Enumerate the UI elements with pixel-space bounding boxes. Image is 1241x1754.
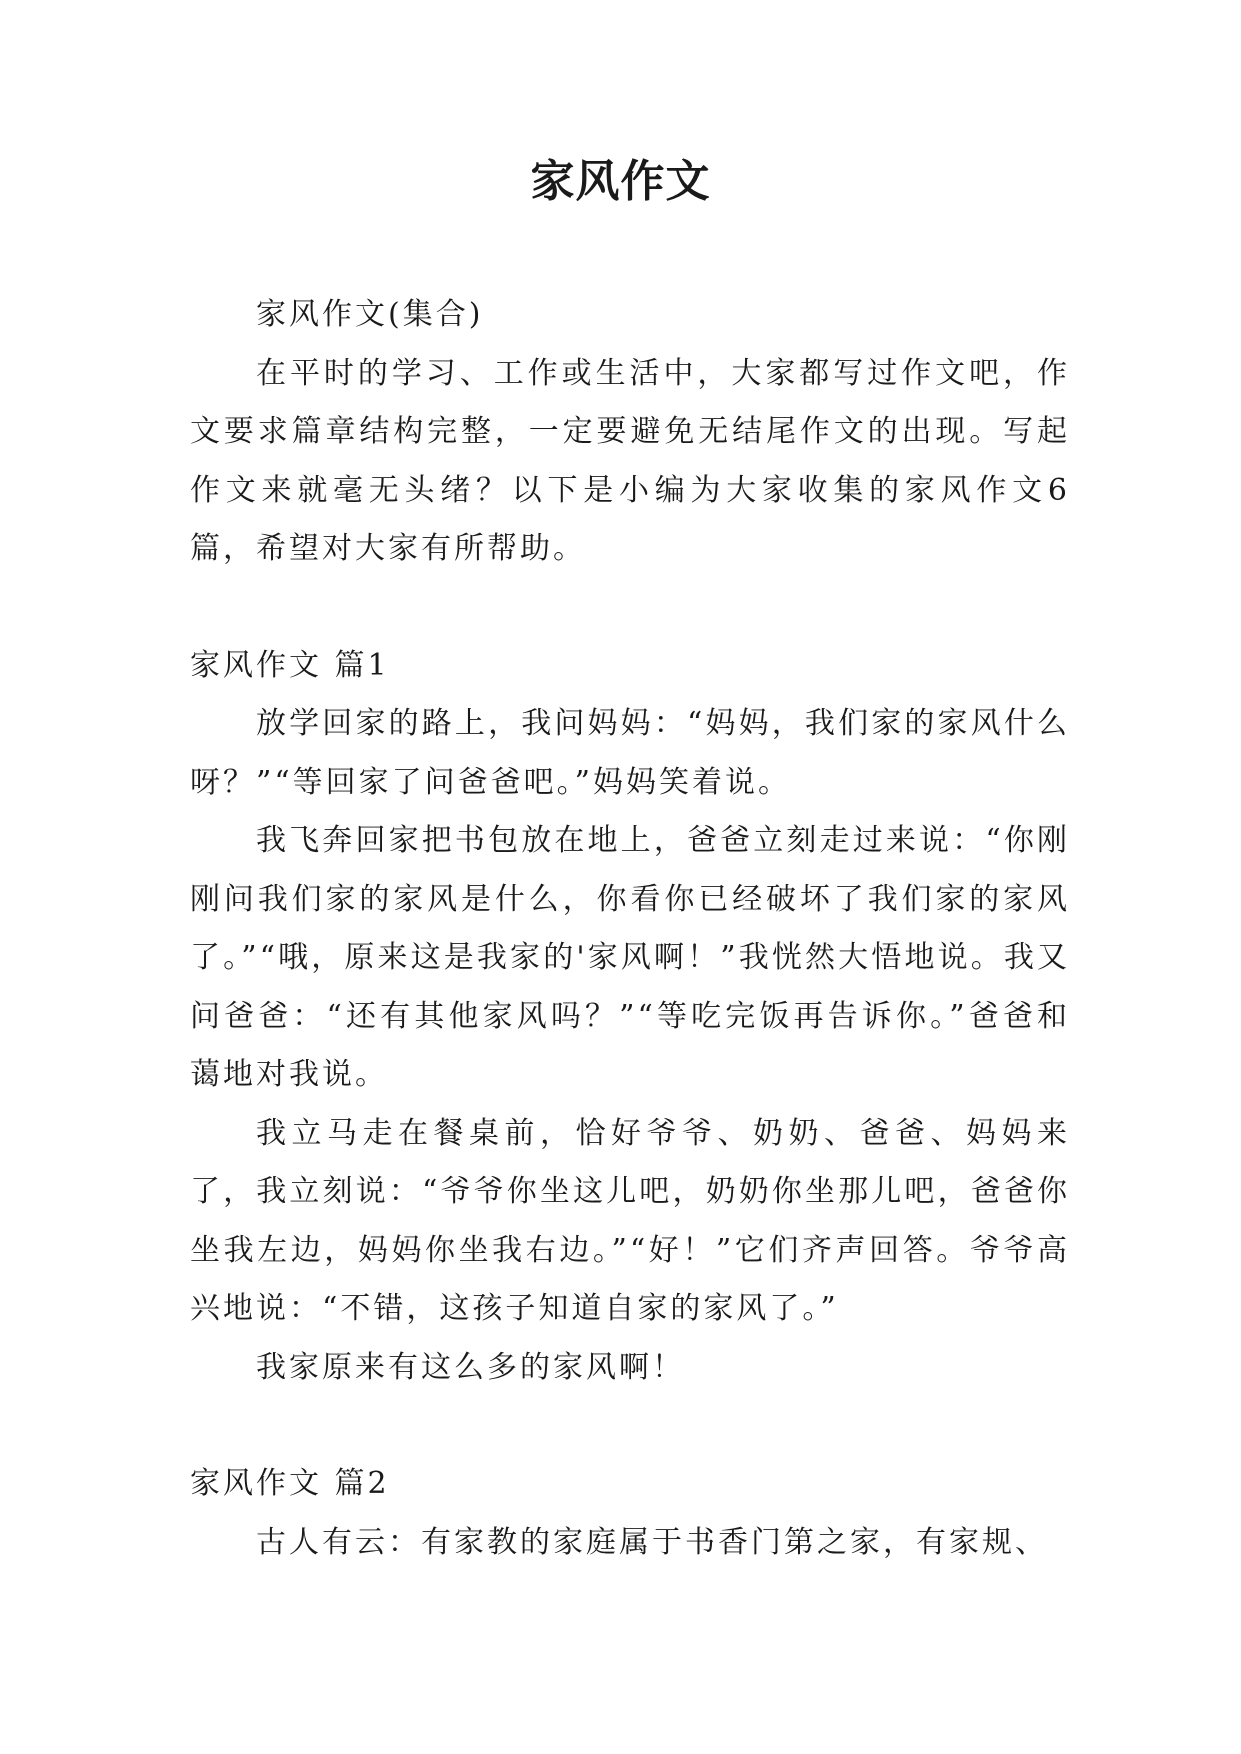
- section-paragraph: 我立马走在餐桌前，恰好爷爷、奶奶、爸爸、妈妈来了，我立刻说：“爷爷你坐这儿吧，奶奶你坐那儿吧，爸爸你坐我左边，妈妈你坐我右边。”“好！”它们齐声回答。爷爷高兴地说：“不错，这孩子知道自家的家风了。”: [190, 1115, 1070, 1326]
- section-heading: 家风作文 篇2: [190, 1466, 390, 1501]
- document-body: [190, 286, 1070, 1572]
- section-paragraph: 放学回家的路上，我问妈妈：“妈妈，我们家的家风什么呀？”“等回家了问爸爸吧。”妈妈笑着说。: [190, 706, 1070, 800]
- section-paragraph: 我家原来有这么多的家风啊！: [256, 1349, 685, 1385]
- section-heading: 家风作文 篇1: [190, 647, 390, 683]
- document-subtitle: 家风作文(集合): [256, 297, 484, 332]
- intro-paragraph: 在平时的学习、工作或生活中，大家都写过作文吧，作文要求篇章结构完整，一定要避免无结尾作文的出现。写起作文来就毫无头绪？以下是小编为大家收集的家风作文6篇，希望对大家有所帮助。: [190, 355, 1070, 566]
- section-paragraph: 我飞奔回家把书包放在地上，爸爸立刻走过来说：“你刚刚问我们家的家风是什么，你看你已经破坏了我们家的家风了。”“哦，原来这是我家的'家风啊！”我恍然大悟地说。我又问爸爸：“还有其他家风吗？”“等吃完饭再告诉你。”爸爸和蔼地对我说。: [190, 823, 1070, 1092]
- section-paragraph: 古人有云：有家教的家庭属于书香门第之家，有家规、: [256, 1524, 1048, 1560]
- document-title: 家风作文: [530, 156, 711, 207]
